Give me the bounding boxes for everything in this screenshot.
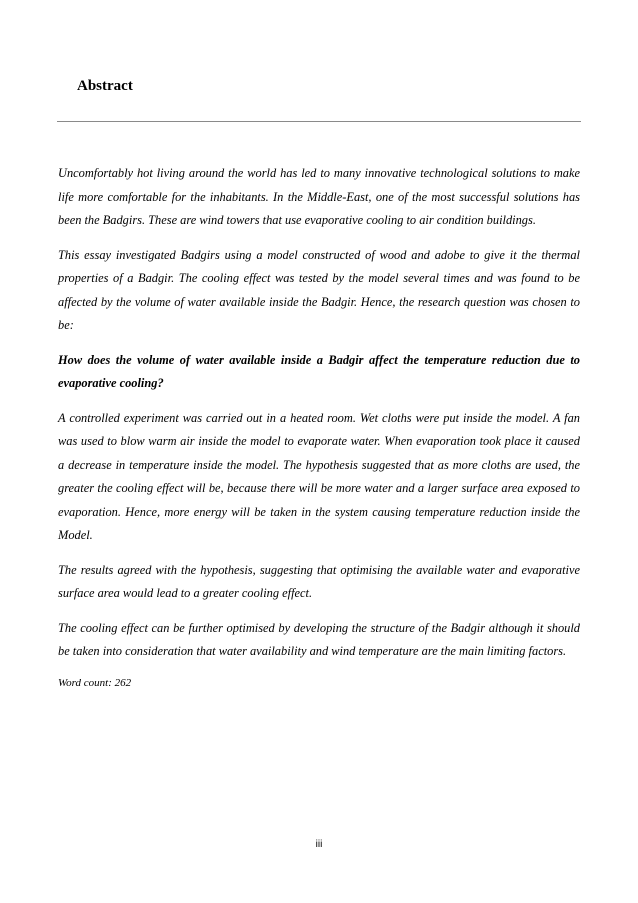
heading-divider: [57, 121, 581, 122]
research-question: How does the volume of water available inside a Badgir affect the temperature reduction due to evaporative cooling?: [58, 352, 580, 390]
paragraph-intro: Uncomfortably hot living around the world has led to many innovative technological solutions to make life more comfortable for the inhabitants. In the Middle-East, one of the most successful solutions has been the Badgirs. These are wind towers that use evaporative cooling to air condition buildings.: [58, 166, 580, 227]
paragraph-results: The results agreed with the hypothesis, suggesting that optimising the available water and evaporative surface area would lead to a greater cooling effect.: [58, 562, 580, 600]
abstract-heading: Abstract: [77, 78, 133, 94]
paragraph-conclusion: The cooling effect can be further optimised by developing the structure of the Badgir although it should be taken into consideration that water availability and wind temperature are the main limiting factors.: [58, 620, 580, 658]
paragraph-investigation: This essay investigated Badgirs using a model constructed of wood and adobe to give it the thermal properties of a Badgir. The cooling effect was tested by the model several times and was found to be affected by the volume of water available inside the Badgir. Hence, the research question was chosen to be:: [58, 247, 580, 332]
word-count: Word count: 262: [58, 676, 132, 689]
paragraph-experiment: A controlled experiment was carried out in a heated room. Wet cloths were put inside the model. A fan was used to blow warm air inside the model to evaporate water. When evaporation took place it caused a decrease in temperature inside the model. The hypothesis suggested that as more cloths are used, the greater the cooling effect will be, because there will be more water and a larger surface area exposed to evaporation. Hence, more energy will be taken in the system causing temperature reduction inside the Model.: [58, 410, 580, 542]
abstract-body: [58, 162, 580, 691]
page-number: iii: [315, 839, 323, 850]
